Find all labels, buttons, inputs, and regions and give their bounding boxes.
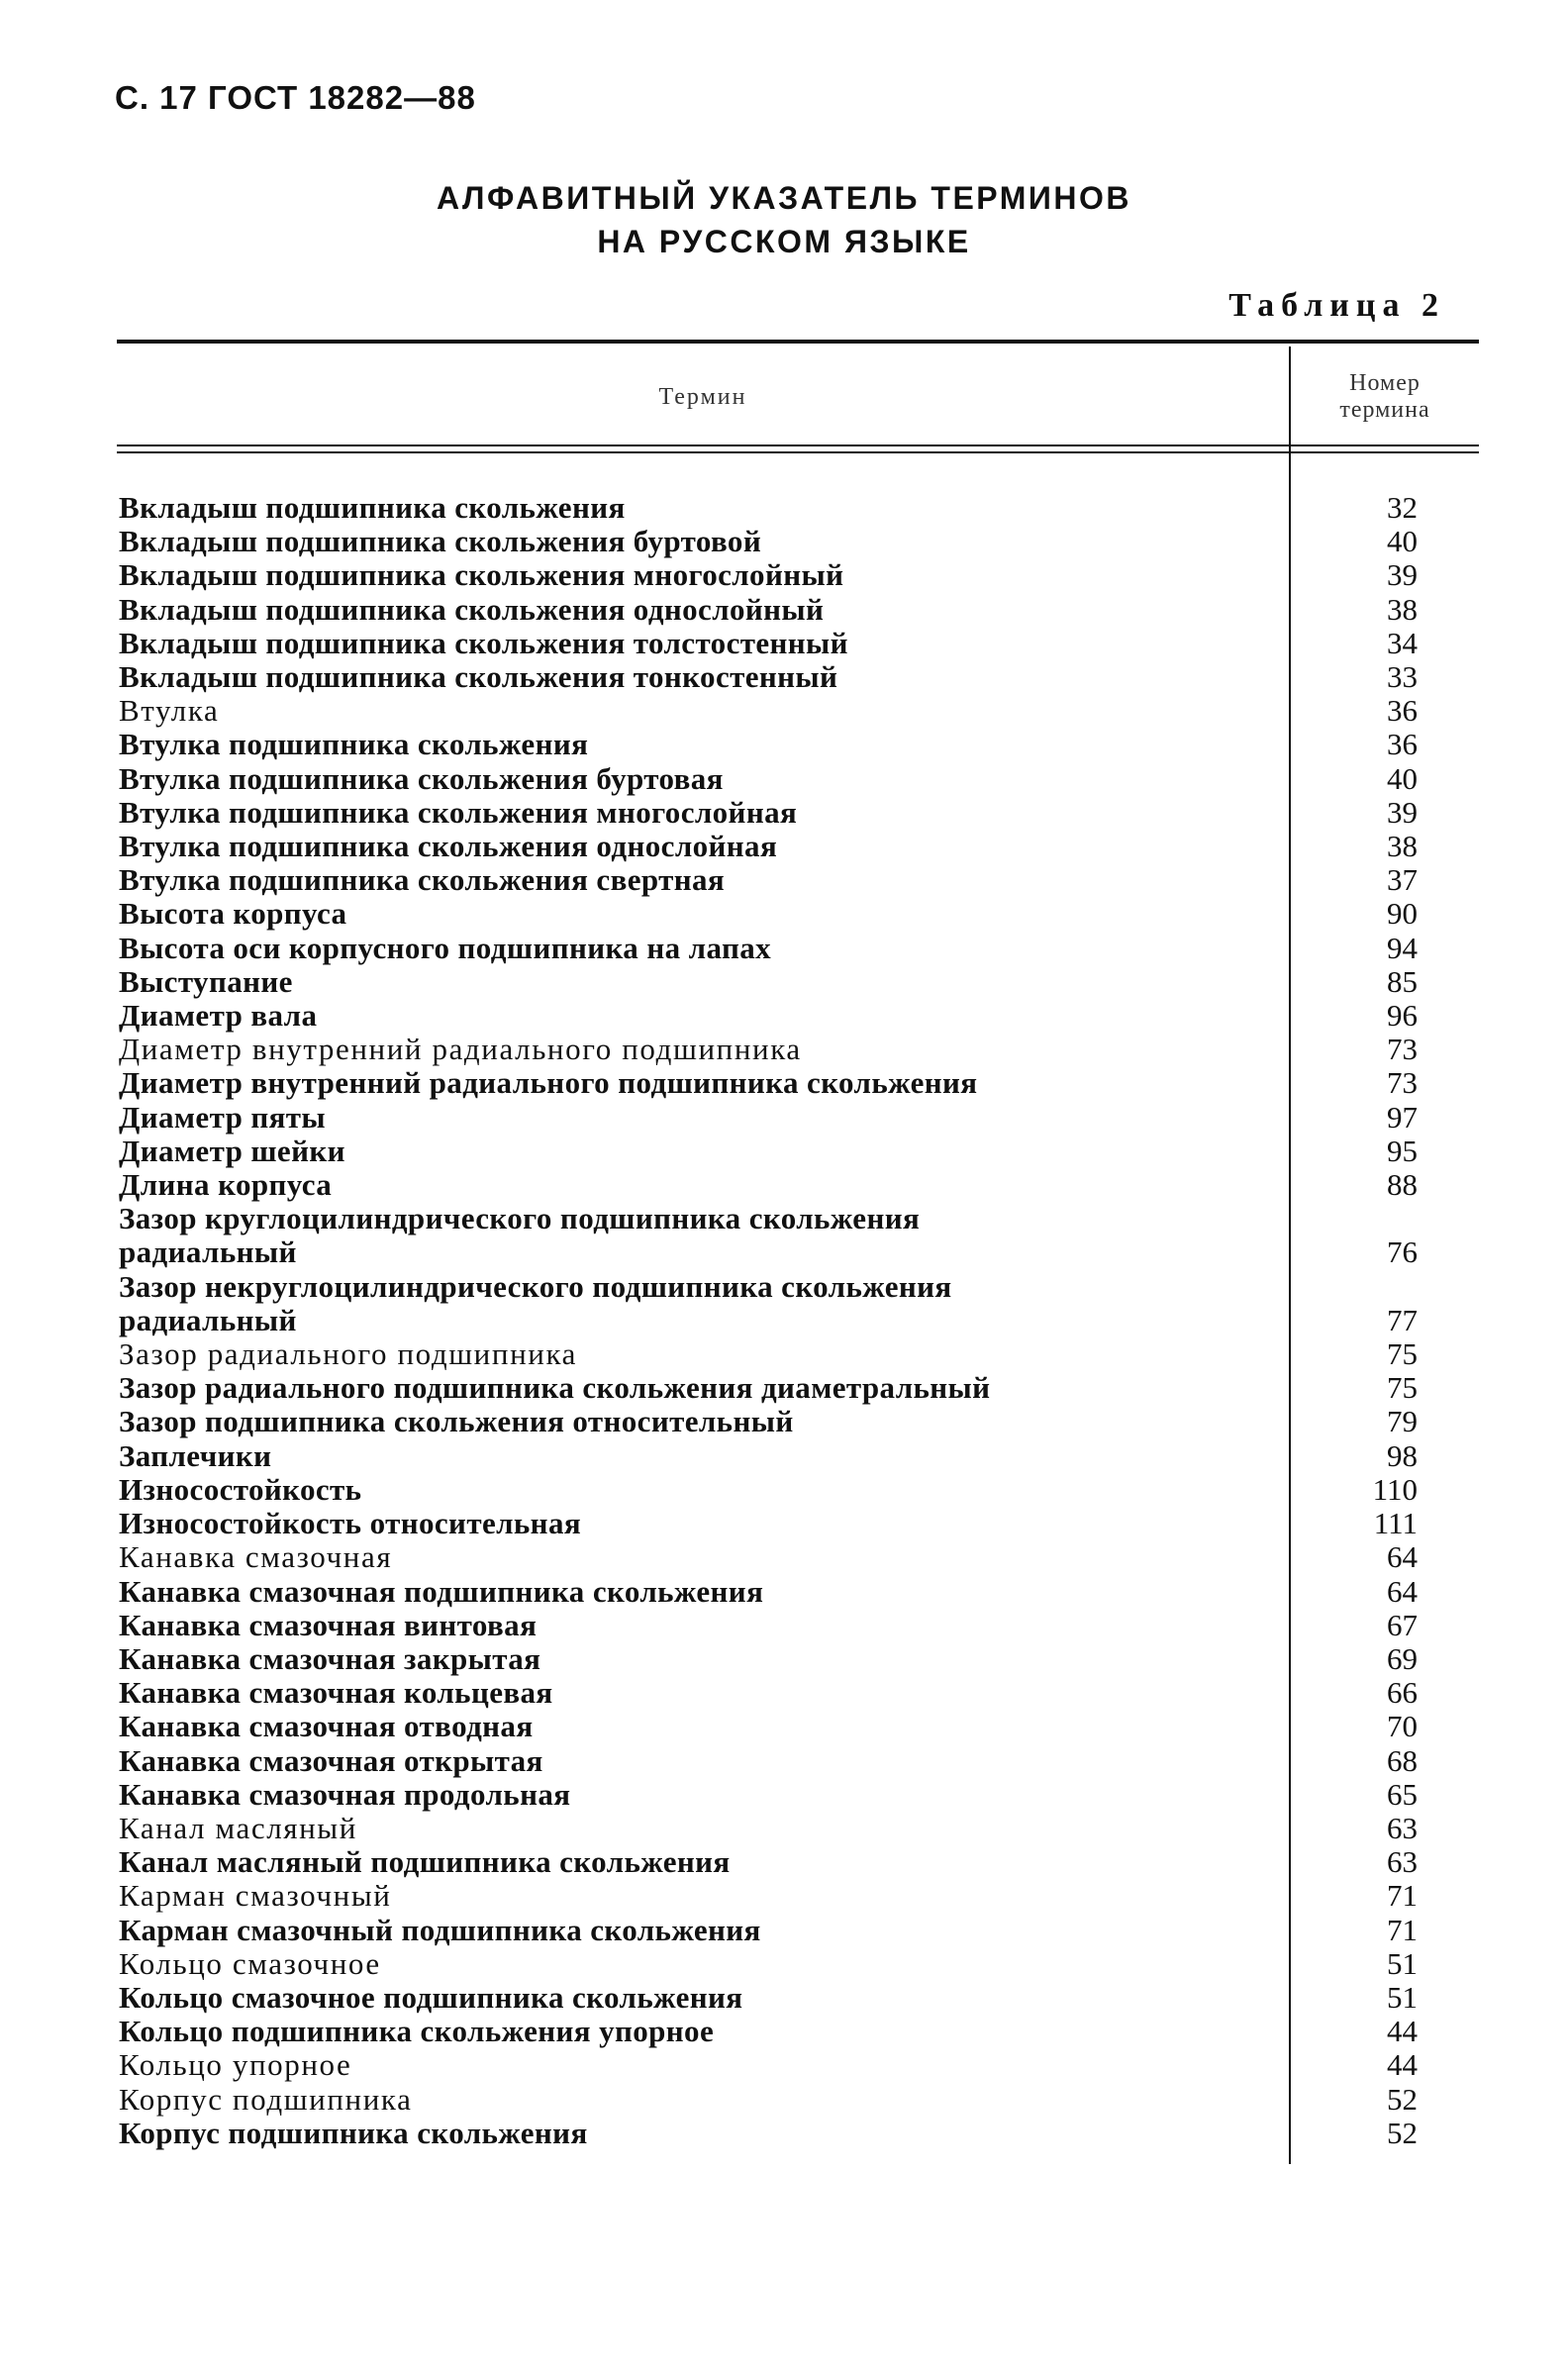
term-text: Вкладыш подшипника скольжения тонкостенный [119,659,838,695]
term-number: 71 [1387,1912,1418,1947]
term-number: 66 [1387,1675,1418,1711]
table-row [119,1168,1485,1202]
term-text: Втулка подшипника скольжения свертная [119,862,726,898]
term-text: Диаметр внутренний радиального подшипника [119,1032,802,1067]
table-row [119,1507,1485,1540]
term-text: Втулка подшипника скольжения буртовая [119,760,724,796]
table-row [119,1744,1485,1778]
term-number: 111 [1373,1506,1418,1541]
table-row [119,1981,1485,2015]
term-number: 39 [1387,557,1418,593]
term-number: 34 [1387,625,1418,660]
table-row [119,1609,1485,1642]
table-row [119,525,1485,558]
term-text: Канавка смазочная подшипника скольжения [119,1573,764,1609]
table-row [119,2117,1485,2150]
term-text: Втулка подшипника скольжения [119,727,589,762]
term-number: 52 [1387,2115,1418,2150]
term-number: 65 [1387,1776,1418,1812]
table-row [119,2048,1485,2082]
term-number: 44 [1387,2047,1418,2083]
term-text: Канавка смазочная [119,1539,393,1575]
term-number: 33 [1387,659,1418,695]
term-text: Корпус подшипника [119,2081,413,2117]
term-number: 38 [1387,591,1418,627]
term-number: 44 [1387,2014,1418,2049]
term-number: 40 [1387,760,1418,796]
term-index-table [119,491,1485,2150]
page-header: С. 17 ГОСТ 18282—88 [115,79,476,116]
term-number: 64 [1387,1573,1418,1609]
term-number: 76 [1387,1234,1418,1270]
term-number: 36 [1387,727,1418,762]
table-row [119,1778,1485,1812]
term-text: Канавка смазочная продольная [119,1776,571,1812]
term-number: 90 [1387,896,1418,932]
table-row [119,1337,1485,1371]
table-row [119,897,1485,931]
term-text: Кольцо упорное [119,2047,352,2083]
term-text: Кольцо смазочное подшипника скольжения [119,1979,743,2015]
term-text: Канавка смазочная кольцевая [119,1675,553,1711]
term-text: Карман смазочный [119,1878,392,1914]
term-text: Втулка [119,693,220,729]
term-number: 98 [1387,1437,1418,1473]
term-text: Диаметр шейки [119,1133,345,1168]
term-text: Зазор подшипника скольжения относительный [119,1404,794,1439]
table-row [119,1405,1485,1438]
column-header-number [1291,370,1479,424]
table-row [119,1101,1485,1135]
term-number: 75 [1387,1370,1418,1406]
term-text: Диаметр внутренний радиального подшипника скольжения [119,1065,978,1101]
term-text: Вкладыш подшипника скольжения буртовой [119,524,762,559]
table-row [119,593,1485,627]
term-text: Канавка смазочная винтовая [119,1607,538,1642]
term-number: 94 [1387,930,1418,965]
table-row [119,1473,1485,1507]
term-text: Корпус подшипника скольжения [119,2115,588,2150]
term-number: 64 [1387,1539,1418,1575]
table-row [119,830,1485,863]
term-text: Канавка смазочная закрытая [119,1640,541,1676]
table-row [119,932,1485,965]
term-text: Диаметр вала [119,998,318,1034]
term-number: 51 [1387,1945,1418,1981]
term-number: 97 [1387,1099,1418,1135]
term-number: 95 [1387,1133,1418,1168]
term-number: 67 [1387,1607,1418,1642]
table-row [119,1439,1485,1473]
table-row [119,762,1485,796]
table-row [119,1066,1485,1100]
term-number: 51 [1387,1979,1418,2015]
title-line-1: АЛФАВИТНЫЙ УКАЗАТЕЛЬ ТЕРМИНОВ [437,180,1131,216]
term-number: 63 [1387,1844,1418,1880]
term-number: 39 [1387,794,1418,830]
term-text: Кольцо смазочное [119,1945,381,1981]
table-row [119,1270,1485,1337]
table-row [119,1812,1485,1845]
term-text: Канал масляный [119,1810,357,1845]
term-text: Длина корпуса [119,1167,333,1203]
table-row [119,660,1485,694]
table-row [119,2083,1485,2117]
term-number: 32 [1387,490,1418,525]
table-row [119,1540,1485,1574]
term-number: 88 [1387,1167,1418,1203]
table-row [119,863,1485,897]
term-text: Кольцо подшипника скольжения упорное [119,2014,715,2049]
document-title [0,176,1568,263]
table-row [119,1575,1485,1609]
term-text: Зазор радиального подшипника [119,1336,577,1372]
term-number: 70 [1387,1709,1418,1744]
term-number: 38 [1387,829,1418,864]
table-row [119,558,1485,592]
term-text: Вкладыш подшипника скольжения многослойный [119,557,844,593]
term-text: Канавка смазочная открытая [119,1742,543,1778]
term-number: 75 [1387,1336,1418,1372]
term-text: Вкладыш подшипника скольжения [119,490,626,525]
table-row [119,491,1485,525]
table-row [119,1371,1485,1405]
table-row [119,1135,1485,1168]
table-row [119,796,1485,830]
table-row [119,1947,1485,1981]
table-row [119,1033,1485,1066]
term-number: 110 [1372,1471,1418,1507]
term-text: Зазор радиального подшипника скольжения диаметральный [119,1370,991,1406]
term-text: Диаметр пяты [119,1099,327,1135]
term-text: Втулка подшипника скольжения многослойная [119,794,798,830]
term-text: Канавка смазочная отводная [119,1709,534,1744]
table-row [119,694,1485,728]
column-header-number-line1: Номер [1349,370,1421,396]
term-text: Износостойкость [119,1471,362,1507]
term-number: 69 [1387,1640,1418,1676]
term-text: Заплечики [119,1437,272,1473]
column-header-term: Термин [658,384,747,410]
column-header-number-line2: термина [1339,397,1430,423]
term-text: Канал масляный подшипника скольжения [119,1844,731,1880]
term-number: 68 [1387,1742,1418,1778]
table-row [119,627,1485,660]
table-row [119,965,1485,999]
term-number: 40 [1387,524,1418,559]
term-text: Выступание [119,963,293,999]
table-row [119,2015,1485,2048]
table-header-rule [117,444,1479,446]
table-row [119,1642,1485,1676]
term-text: Карман смазочный подшипника скольжения [119,1912,761,1947]
table-row [119,1879,1485,1913]
table-top-rule [117,340,1479,344]
table-row [119,1710,1485,1743]
term-text: Высота оси корпусного подшипника на лапах [119,930,771,965]
term-number: 52 [1387,2081,1418,2117]
table-row [119,999,1485,1033]
term-number: 63 [1387,1810,1418,1845]
title-line-2: НА РУССКОМ ЯЗЫКЕ [597,224,971,259]
term-number: 77 [1387,1302,1418,1337]
term-number: 37 [1387,862,1418,898]
table-header-rule-2 [117,451,1479,453]
term-number: 85 [1387,963,1418,999]
term-text: Зазор некруглоцилиндрического подшипника скольжения радиальный [119,1268,952,1337]
table-label: Таблица 2 [1228,287,1445,324]
term-text: Вкладыш подшипника скольжения однослойный [119,591,825,627]
table-row [119,1914,1485,1947]
term-text: Износостойкость относительная [119,1506,582,1541]
term-number: 73 [1387,1065,1418,1101]
term-text: Зазор круглоцилиндрического подшипника скольжения радиальный [119,1201,921,1270]
term-number: 79 [1387,1404,1418,1439]
table-row [119,1845,1485,1879]
term-number: 71 [1387,1878,1418,1914]
term-number: 73 [1387,1032,1418,1067]
term-number: 36 [1387,693,1418,729]
table-row [119,1676,1485,1710]
table-row [119,728,1485,761]
term-text: Втулка подшипника скольжения однослойная [119,829,778,864]
table-row [119,1202,1485,1269]
term-number: 96 [1387,998,1418,1034]
term-text: Вкладыш подшипника скольжения толстостенный [119,625,848,660]
term-text: Высота корпуса [119,896,347,932]
